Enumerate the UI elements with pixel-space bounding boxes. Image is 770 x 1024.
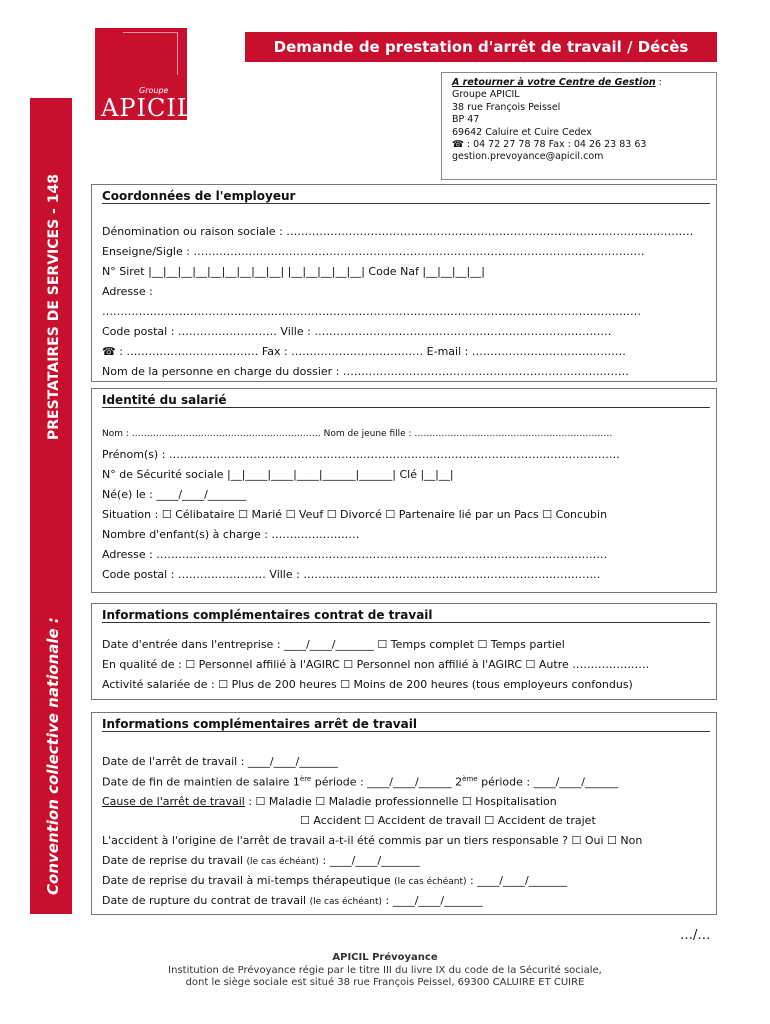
- return-line: ☎ : 04 72 27 78 78 Fax : 04 26 23 83 63: [452, 139, 647, 151]
- employer-name-field[interactable]: Dénomination ou raison sociale : …………………………………………………………………………………………………: [102, 225, 694, 238]
- employer-sign-field[interactable]: Enseigne/Sigle : ……………………………………………………………………………………………………………: [102, 245, 645, 258]
- leave-cause-label: Cause de l'arrêt de travail: [102, 795, 245, 808]
- contract-termination-date-field[interactable]: [102, 894, 483, 907]
- employer-postal-city-field[interactable]: Code postal : ……………………… Ville : ………………………………………………………………………: [102, 325, 612, 338]
- employee-name-field[interactable]: Nom : ……………………………………………………… Nom de jeune fille : …………………………………………………………: [102, 429, 613, 439]
- return-line: gestion.prevoyance@apicil.com: [452, 151, 604, 163]
- employer-contact-field[interactable]: ☎ : ……………………………… Fax : ……………………………… E-mail : ……………………………………: [102, 345, 626, 358]
- contract-entry-date-field[interactable]: Date d'entrée dans l'entreprise : ____/____/_______ ☐ Temps complet ☐ Temps partiel: [102, 638, 565, 651]
- employer-contact-person-field[interactable]: Nom de la personne en charge du dossier : ……………………………………………………………………: [102, 365, 629, 378]
- employer-siret-field[interactable]: N° Siret |__|__|__|__|__|__|__|__|__| |__|__|__|__|__| Code Naf |__|__|__|__|: [102, 265, 485, 278]
- return-line: 69642 Caluire et Cuire Cedex: [452, 126, 592, 138]
- third-party-question[interactable]: L'accident à l'origine de l'arrêt de travail a-t-il été commis par un tiers responsable ? ☐ Oui ☐ Non: [102, 834, 643, 847]
- return-address-box: [441, 72, 717, 180]
- employee-section: [91, 388, 717, 593]
- leave-cause-options: : ☐ Maladie ☐ Maladie professionnelle ☐ Hospitalisation: [244, 795, 557, 808]
- termination-note: (le cas échéant): [309, 897, 383, 907]
- continued-marker: …/…: [680, 928, 711, 943]
- return-heading-line: [452, 77, 716, 89]
- employee-ssn-field[interactable]: N° de Sécurité sociale |__|____|____|____|______|______| Clé |__|__|: [102, 468, 454, 481]
- employer-section: [91, 184, 717, 382]
- apicil-logo: [95, 28, 194, 122]
- salary-maintenance-label: Date de fin de maintien de salaire 1: [102, 775, 300, 789]
- return-line: 38 rue François Peissel: [452, 101, 561, 113]
- salary-maintenance-period2: période : ____/____/______: [477, 775, 619, 789]
- employee-address-field[interactable]: Adresse : ……………………………………………………………………………………………………………: [102, 548, 608, 561]
- employee-firstname-field[interactable]: Prénom(s) : ……………………………………………………………………………………………………………: [102, 448, 620, 461]
- part-time-note: (le cas échéant): [394, 877, 467, 887]
- leave-section: [91, 712, 717, 915]
- part-time-label: Date de reprise du travail à mi-temps thérapeutique: [102, 874, 395, 887]
- contract-quality-checkboxes[interactable]: En qualité de : ☐ Personnel affilié à l'AGIRC ☐ Personnel non affilié à l'AGIRC ☐ Autre …………………: [102, 658, 650, 671]
- footer-title: APICIL Prévoyance: [332, 952, 438, 963]
- superscript-first: ère: [299, 775, 312, 783]
- employer-address-field[interactable]: …………………………………………………………………………………………………………………………………: [102, 305, 641, 318]
- return-date-blank: : ____/____/_______: [318, 854, 420, 867]
- employee-birthdate-field[interactable]: Né(e) le : ____/____/_______: [102, 488, 247, 501]
- employee-situation-checkboxes[interactable]: Situation : ☐ Célibataire ☐ Marié ☐ Veuf ☐ Divorcé ☐ Partenaire lié par un Pacs ☐ Concubin: [102, 508, 608, 521]
- employee-children-field[interactable]: Nombre d'enfant(s) à charge : ……………………: [102, 528, 360, 541]
- salary-maintenance-period1: période : ____/____/______ 2: [311, 775, 463, 789]
- employer-address-label: Adresse :: [102, 285, 153, 298]
- return-heading: A retourner à votre Centre de Gestion: [452, 77, 656, 88]
- contract-section-title: Informations complémentaires contrat de travail: [102, 608, 710, 623]
- contract-activity-checkboxes[interactable]: Activité salariée de : ☐ Plus de 200 heures ☐ Moins de 200 heures (tous employeurs confondus): [102, 678, 633, 691]
- termination-blank: : ____/____/_______: [382, 894, 483, 907]
- footer-line2: dont le siège sociale est situé 38 rue François Peissel, 69300 CALUIRE ET CUIRE: [185, 977, 585, 988]
- superscript-second: ème: [462, 775, 478, 783]
- return-date-note: (le cas échéant): [246, 857, 319, 867]
- sidebar-text-prestataires: PRESTATAIRES DE SERVICES - 148: [46, 174, 62, 440]
- employee-section-title: Identité du salarié: [102, 393, 710, 408]
- part-time-return-date-field[interactable]: [102, 874, 567, 887]
- leave-cause-accident-checkboxes[interactable]: ☐ Accident ☐ Accident de travail ☐ Accident de trajet: [300, 814, 596, 827]
- page-title: Demande de prestation d'arrêt de travail / Décès: [245, 32, 717, 62]
- sidebar-text-convention: Convention collective nationale :: [44, 617, 62, 895]
- part-time-blank: : ____/____/_______: [466, 874, 568, 887]
- footer-line1: Institution de Prévoyance régie par le titre III du livre IX du code de la Sécurité sociale,: [168, 965, 602, 976]
- salary-maintenance-end-field[interactable]: [102, 775, 618, 789]
- leave-cause-checkboxes[interactable]: [102, 795, 557, 808]
- termination-label: Date de rupture du contrat de travail: [102, 894, 310, 907]
- logo-group-text: Groupe: [139, 86, 169, 95]
- return-date-label: Date de reprise du travail: [102, 854, 247, 867]
- leave-section-title: Informations complémentaires arrêt de travail: [102, 717, 710, 732]
- return-to-work-date-field[interactable]: [102, 854, 420, 867]
- logo-square-icon: [123, 32, 178, 75]
- return-line: Groupe APICIL: [452, 89, 520, 101]
- employee-postal-city-field[interactable]: Code postal : …………………… Ville : ………………………………………………………………………: [102, 568, 601, 581]
- return-heading-colon: :: [655, 77, 662, 88]
- employer-section-title: Coordonnées de l'employeur: [102, 189, 710, 204]
- logo-name: APICIL: [101, 94, 194, 122]
- contract-section: [91, 603, 717, 700]
- leave-start-date-field[interactable]: Date de l'arrêt de travail : ____/____/_______: [102, 755, 338, 768]
- return-line: BP 47: [452, 114, 480, 126]
